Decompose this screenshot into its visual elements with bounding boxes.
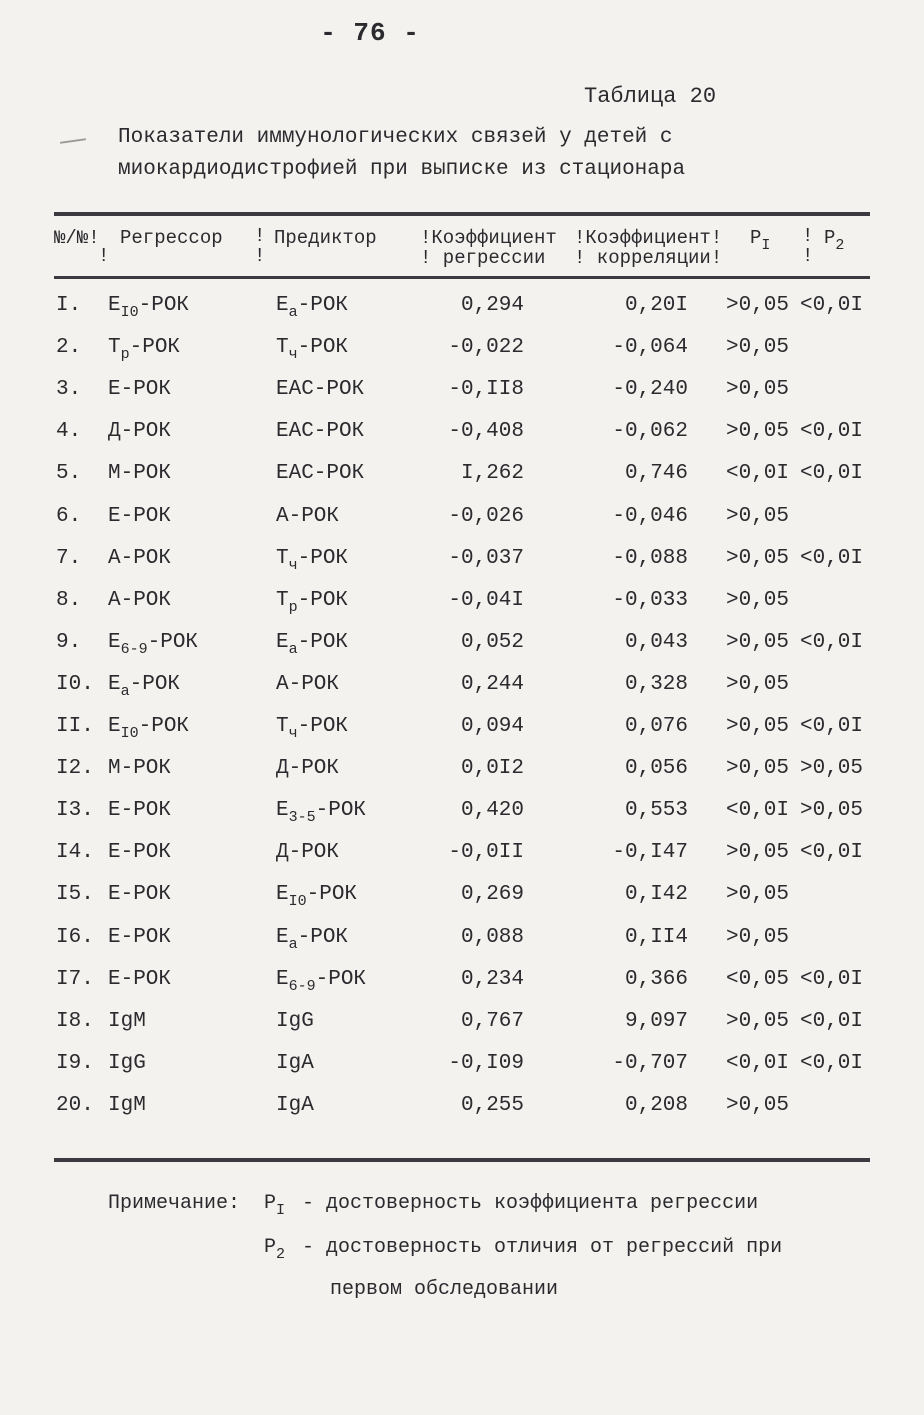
- row-number: I.: [56, 294, 82, 317]
- row-number: 20.: [56, 1094, 94, 1117]
- regression-coefficient-cell: -0,0II: [448, 841, 524, 864]
- predictor-cell: ЕАС-РОК: [276, 420, 365, 443]
- regressor-cell: Е-РОК: [108, 841, 172, 864]
- table-title-line-1: Показатели иммунологических связей у детей с: [118, 126, 673, 149]
- table-row: [0, 294, 924, 336]
- row-number: I3.: [56, 799, 94, 822]
- header-separator-2: ! !: [802, 225, 814, 267]
- regression-coefficient-cell: I,262: [460, 462, 524, 485]
- table-row: [0, 462, 924, 504]
- header-predictor: Предиктор: [274, 227, 377, 249]
- table-row: [0, 1010, 924, 1052]
- table-row: [0, 1094, 924, 1136]
- regression-coefficient-cell: -0,II8: [448, 378, 524, 401]
- predictor-cell: $T_ч$-РОК: [276, 715, 349, 742]
- regressor-cell: М-РОК: [108, 462, 172, 485]
- regression-coefficient-cell: 0,294: [460, 294, 524, 317]
- regressor-cell: Е-РОК: [108, 926, 172, 949]
- predictor-cell: $E_{6-9}$-РОК: [276, 968, 367, 995]
- table-title-line-2: миокардиодистрофией при выписке из стационара: [118, 158, 686, 181]
- regressor-cell: Е-РОК: [108, 968, 172, 991]
- p2-cell: <0,0I: [800, 1010, 864, 1033]
- row-number: I4.: [56, 841, 94, 864]
- header-num: №/№!: [54, 227, 100, 249]
- header-separator-1: ! !: [254, 225, 266, 267]
- correlation-coefficient-cell: 9,097: [624, 1010, 688, 1033]
- p1-cell: <0,0I: [726, 799, 790, 822]
- p1-cell: >0,05: [726, 378, 790, 401]
- regressor-cell: Е-РОК: [108, 799, 172, 822]
- p2-cell: >0,05: [800, 799, 864, 822]
- pen-mark: [60, 138, 86, 144]
- row-number: I2.: [56, 757, 94, 780]
- p2-cell: <0,0I: [800, 841, 864, 864]
- table-row: [0, 841, 924, 883]
- predictor-cell: Д-РОК: [276, 841, 340, 864]
- regression-coefficient-cell: 0,269: [460, 883, 524, 906]
- table-label: Таблица 20: [584, 84, 717, 109]
- predictor-cell: $E_{3-5}$-РОК: [276, 799, 367, 826]
- correlation-coefficient-cell: 0,20I: [624, 294, 688, 317]
- regressor-cell: IgG: [108, 1052, 146, 1075]
- p1-cell: >0,05: [726, 841, 790, 864]
- regressor-cell: А-РОК: [108, 589, 172, 612]
- p1-cell: <0,0I: [726, 462, 790, 485]
- correlation-coefficient-cell: -0,064: [612, 336, 688, 359]
- row-number: 2.: [56, 336, 82, 359]
- regression-coefficient-cell: -0,04I: [448, 589, 524, 612]
- table-row: [0, 420, 924, 462]
- header-regressor: Регрессор: [120, 227, 223, 249]
- p1-cell: >0,05: [726, 294, 790, 317]
- regression-coefficient-cell: -0,I09: [448, 1052, 524, 1075]
- correlation-coefficient-cell: 0,056: [624, 757, 688, 780]
- correlation-coefficient-cell: -0,I47: [612, 841, 688, 864]
- table-row: [0, 968, 924, 1010]
- p1-cell: >0,05: [726, 547, 790, 570]
- table-top-rule: [54, 212, 870, 216]
- predictor-cell: $E_a$-РОК: [276, 631, 349, 658]
- note-p2-symbol: $P_2$: [264, 1236, 286, 1263]
- predictor-cell: IgG: [276, 1010, 314, 1033]
- table-row: [0, 799, 924, 841]
- row-number: I7.: [56, 968, 94, 991]
- page-number: - 76 -: [320, 18, 420, 48]
- regressor-cell: IgM: [108, 1094, 146, 1117]
- correlation-coefficient-cell: 0,746: [624, 462, 688, 485]
- p1-cell: >0,05: [726, 589, 790, 612]
- correlation-coefficient-cell: 0,043: [624, 631, 688, 654]
- p2-cell: <0,0I: [800, 547, 864, 570]
- header-p1: $P_I$: [750, 227, 771, 254]
- regression-coefficient-cell: 0,767: [460, 1010, 524, 1033]
- p2-cell: <0,0I: [800, 420, 864, 443]
- correlation-coefficient-cell: 0,366: [624, 968, 688, 991]
- regression-coefficient-cell: 0,255: [460, 1094, 524, 1117]
- regression-coefficient-cell: -0,026: [448, 505, 524, 528]
- table-row: [0, 505, 924, 547]
- table-row: [0, 631, 924, 673]
- predictor-cell: $T_ч$-РОК: [276, 336, 349, 363]
- predictor-cell: IgA: [276, 1094, 314, 1117]
- regressor-cell: Е-РОК: [108, 883, 172, 906]
- row-number: I8.: [56, 1010, 94, 1033]
- predictor-cell: А-РОК: [276, 673, 340, 696]
- header-p2: $P_2$: [824, 227, 845, 254]
- p2-cell: <0,0I: [800, 462, 864, 485]
- note-p1-symbol: $P_I$: [264, 1192, 286, 1219]
- regression-coefficient-cell: 0,244: [460, 673, 524, 696]
- regressor-cell: $E_{I0}$-РОК: [108, 715, 190, 742]
- predictor-cell: ЕАС-РОК: [276, 378, 365, 401]
- regressor-cell: $T_p$-РОК: [108, 336, 181, 363]
- p1-cell: >0,05: [726, 420, 790, 443]
- correlation-coefficient-cell: 0,076: [624, 715, 688, 738]
- header-coef-regression-2: ! регрессии: [420, 247, 546, 269]
- predictor-cell: $T_p$-РОК: [276, 589, 349, 616]
- regression-coefficient-cell: 0,0I2: [460, 757, 524, 780]
- predictor-cell: А-РОК: [276, 505, 340, 528]
- row-number: 6.: [56, 505, 82, 528]
- regressor-cell: $E_a$-РОК: [108, 673, 181, 700]
- regression-coefficient-cell: 0,052: [460, 631, 524, 654]
- correlation-coefficient-cell: 0,208: [624, 1094, 688, 1117]
- note-p2-text-cont: первом обследовании: [330, 1278, 559, 1301]
- row-number: 3.: [56, 378, 82, 401]
- regression-coefficient-cell: -0,022: [448, 336, 524, 359]
- correlation-coefficient-cell: -0,062: [612, 420, 688, 443]
- table-row: [0, 926, 924, 968]
- predictor-cell: $E_a$-РОК: [276, 926, 349, 953]
- table-row: [0, 673, 924, 715]
- p1-cell: <0,0I: [726, 1052, 790, 1075]
- p2-cell: <0,0I: [800, 294, 864, 317]
- predictor-cell: $T_ч$-РОК: [276, 547, 349, 574]
- predictor-cell: Д-РОК: [276, 757, 340, 780]
- row-number: 4.: [56, 420, 82, 443]
- correlation-coefficient-cell: 0,II4: [624, 926, 688, 949]
- regressor-cell: А-РОК: [108, 547, 172, 570]
- table-row: [0, 757, 924, 799]
- p1-cell: >0,05: [726, 505, 790, 528]
- correlation-coefficient-cell: 0,328: [624, 673, 688, 696]
- correlation-coefficient-cell: -0,240: [612, 378, 688, 401]
- row-number: 9.: [56, 631, 82, 654]
- p1-cell: >0,05: [726, 1010, 790, 1033]
- row-number: I9.: [56, 1052, 94, 1075]
- row-number: II.: [56, 715, 94, 738]
- note-p2-text: - достоверность отличия от регрессий при: [302, 1236, 783, 1259]
- p1-cell: >0,05: [726, 336, 790, 359]
- regressor-cell: IgM: [108, 1010, 146, 1033]
- regressor-cell: М-РОК: [108, 757, 172, 780]
- header-coef-regression-1: !Коэффициент: [420, 227, 557, 249]
- correlation-coefficient-cell: -0,046: [612, 505, 688, 528]
- table-row: [0, 715, 924, 757]
- row-number: I5.: [56, 883, 94, 906]
- regression-coefficient-cell: 0,094: [460, 715, 524, 738]
- p2-cell: <0,0I: [800, 968, 864, 991]
- correlation-coefficient-cell: -0,033: [612, 589, 688, 612]
- table-row: [0, 336, 924, 378]
- regression-coefficient-cell: 0,234: [460, 968, 524, 991]
- correlation-coefficient-cell: 0,553: [624, 799, 688, 822]
- predictor-cell: IgA: [276, 1052, 314, 1075]
- table-row: [0, 883, 924, 925]
- p1-cell: >0,05: [726, 715, 790, 738]
- correlation-coefficient-cell: -0,088: [612, 547, 688, 570]
- regressor-cell: E-РОК: [108, 378, 172, 401]
- header-num-separator: !: [98, 245, 110, 267]
- p1-cell: <0,05: [726, 968, 790, 991]
- row-number: 5.: [56, 462, 82, 485]
- p1-cell: >0,05: [726, 926, 790, 949]
- p2-cell: <0,0I: [800, 1052, 864, 1075]
- regressor-cell: Д-РОК: [108, 420, 172, 443]
- p1-cell: >0,05: [726, 1094, 790, 1117]
- p1-cell: >0,05: [726, 757, 790, 780]
- regression-coefficient-cell: -0,408: [448, 420, 524, 443]
- predictor-cell: $E_{I0}$-РОК: [276, 883, 358, 910]
- table-row: [0, 1052, 924, 1094]
- regression-coefficient-cell: 0,088: [460, 926, 524, 949]
- regressor-cell: Е-РОК: [108, 505, 172, 528]
- p2-cell: >0,05: [800, 757, 864, 780]
- row-number: I0.: [56, 673, 94, 696]
- p1-cell: >0,05: [726, 631, 790, 654]
- table-row: [0, 547, 924, 589]
- note-label: Примечание:: [108, 1192, 241, 1215]
- p2-cell: <0,0I: [800, 631, 864, 654]
- table-header-rule: [54, 276, 870, 279]
- p1-cell: >0,05: [726, 883, 790, 906]
- regressor-cell: $E_{I0}$-РОК: [108, 294, 190, 321]
- table-row: [0, 589, 924, 631]
- header-coef-correlation-1: !Коэффициент!: [574, 227, 723, 249]
- correlation-coefficient-cell: -0,707: [612, 1052, 688, 1075]
- header-coef-correlation-2: ! корреляции!: [574, 247, 723, 269]
- regressor-cell: $E_{6-9}$-РОК: [108, 631, 199, 658]
- correlation-coefficient-cell: 0,I42: [624, 883, 688, 906]
- p1-cell: >0,05: [726, 673, 790, 696]
- row-number: 7.: [56, 547, 82, 570]
- p2-cell: <0,0I: [800, 715, 864, 738]
- note-p1-text: - достоверность коэффициента регрессии: [302, 1192, 759, 1215]
- predictor-cell: $E_a$-РОК: [276, 294, 349, 321]
- row-number: 8.: [56, 589, 82, 612]
- predictor-cell: ЕАС-РОК: [276, 462, 365, 485]
- table-row: [0, 378, 924, 420]
- regression-coefficient-cell: 0,420: [460, 799, 524, 822]
- regression-coefficient-cell: -0,037: [448, 547, 524, 570]
- row-number: I6.: [56, 926, 94, 949]
- table-bottom-rule: [54, 1158, 870, 1162]
